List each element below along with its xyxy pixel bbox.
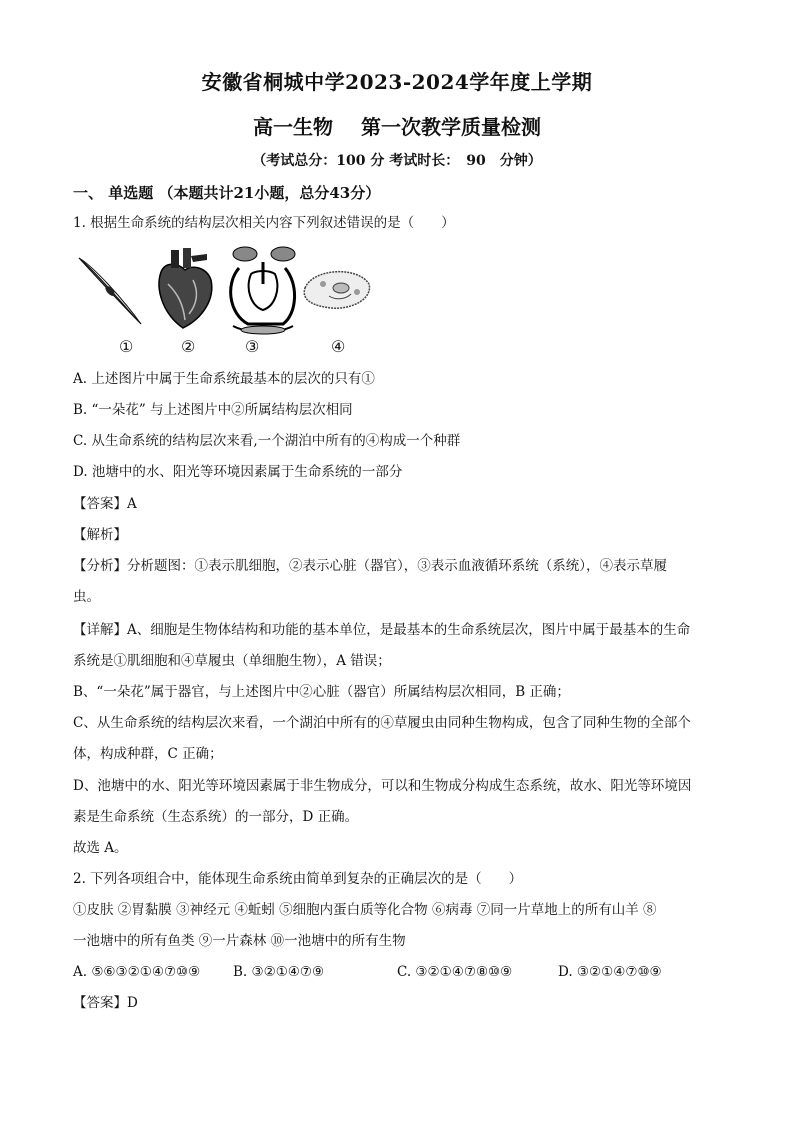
q1-fenxi-line2: 虫。 bbox=[73, 589, 100, 605]
xiangjie-text-1: A、细胞是生物体结构和功能的基本单位，是最基本的生命系统层次，图片中属于最基本的生命 bbox=[127, 622, 691, 638]
figure-label-1: ① bbox=[119, 337, 134, 356]
q2-option-c: C. ③②①④⑦⑧⑩⑨ bbox=[397, 964, 513, 980]
q2-items-line1: ①皮肤 ②胃黏膜 ③神经元 ④蚯蚓 ⑤细胞内蛋白质等化合物 ⑥病毒 ⑦同一片草地上的所有山羊 ⑧ bbox=[73, 902, 657, 918]
muscle-cell-figure bbox=[79, 258, 141, 324]
q2-option-b: B. ③②①④⑦⑨ bbox=[233, 964, 325, 980]
q2-answer bbox=[73, 994, 138, 1012]
figure-label-2: ② bbox=[181, 337, 196, 356]
q2-option-d: D. ③②①④⑦⑩⑨ bbox=[558, 964, 662, 980]
q2-option-a: A. ⑤⑥③②①④⑦⑩⑨ bbox=[73, 964, 201, 980]
xiangjie-tag: 【详解】 bbox=[73, 622, 127, 638]
q2-items-line2: 一池塘中的所有鱼类 ⑨一片森林 ⑩一池塘中的所有生物 bbox=[73, 933, 406, 949]
exam-subtitle bbox=[0, 111, 794, 140]
q1-xiangjie-line1 bbox=[73, 621, 690, 639]
q1-option-b: B. “一朵花” 与上述图片中②所属结构层次相同 bbox=[73, 402, 353, 418]
q1-d-explanation-1: D、池塘中的水、阳光等环境因素属于非生物成分，可以和生物成分构成生态系统，故水、阳光等环境因 bbox=[73, 778, 692, 794]
q1-c-explanation-1: C、从生命系统的结构层次来看，一个湖泊中所有的④草履虫由同种生物构成，包含了同种生物的全部个 bbox=[73, 715, 691, 731]
q1-c-explanation-2: 体，构成种群，C 正确； bbox=[73, 746, 223, 762]
paramecium-figure bbox=[304, 272, 369, 309]
q1-conclusion: 故选 A。 bbox=[73, 840, 128, 856]
exam-info: （考试总分：100 分 考试时长： 90 分钟） bbox=[252, 153, 542, 169]
subject-label: 高一生物 bbox=[253, 115, 333, 139]
answer-tag: 【答案】 bbox=[73, 995, 127, 1011]
q1-d-explanation-2: 素是生命系统（生态系统）的一部分，D 正确。 bbox=[73, 809, 359, 825]
fenxi-text-1: 分析题图：①表示肌细胞，②表示心脏（器官），③表示血液循环系统（系统），④表示草履 bbox=[127, 558, 667, 574]
q2-stem: 2. 下列各项组合中，能体现生命系统由简单到复杂的正确层次的是（ ） bbox=[73, 871, 523, 887]
q1-option-d: D. 池塘中的水、阳光等环境因素属于生命系统的一部分 bbox=[73, 464, 403, 480]
heart-figure bbox=[159, 248, 212, 328]
figure-label-4: ④ bbox=[331, 337, 346, 356]
q1-option-c: C. 从生命系统的结构层次来看,一个湖泊中所有的④构成一个种群 bbox=[73, 433, 461, 449]
q1-option-a: A. 上述图片中属于生命系统最基本的层次的只有① bbox=[73, 371, 375, 387]
q1-analysis-tag: 【解析】 bbox=[73, 527, 127, 543]
answer-tag: 【答案】 bbox=[73, 496, 127, 512]
figure-label-3: ③ bbox=[245, 337, 260, 356]
q1-b-explanation: B、“一朵花”属于器官，与上述图片中②心脏（器官）所属结构层次相同，B 正确； bbox=[73, 684, 570, 700]
fenxi-tag: 【分析】 bbox=[73, 558, 127, 574]
exam-title: 安徽省桐城中学2023-2024学年度上学期 bbox=[201, 70, 593, 94]
q1-stem: 1. 根据生命系统的结构层次相关内容下列叙述错误的是（ ） bbox=[73, 215, 455, 231]
section-heading: 一、 单选题 （本题共计21小题，总分43分） bbox=[73, 184, 381, 202]
circulatory-system-figure bbox=[231, 247, 295, 334]
answer-value: A bbox=[127, 496, 137, 512]
q1-xiangjie-line2: 系统是①肌细胞和④草履虫（单细胞生物），A 错误； bbox=[73, 653, 391, 669]
answer-value: D bbox=[127, 995, 138, 1011]
test-name: 第一次教学质量检测 bbox=[361, 115, 541, 139]
q1-answer bbox=[73, 495, 137, 513]
q1-figures bbox=[73, 244, 373, 336]
q1-fenxi-line1 bbox=[73, 557, 667, 575]
